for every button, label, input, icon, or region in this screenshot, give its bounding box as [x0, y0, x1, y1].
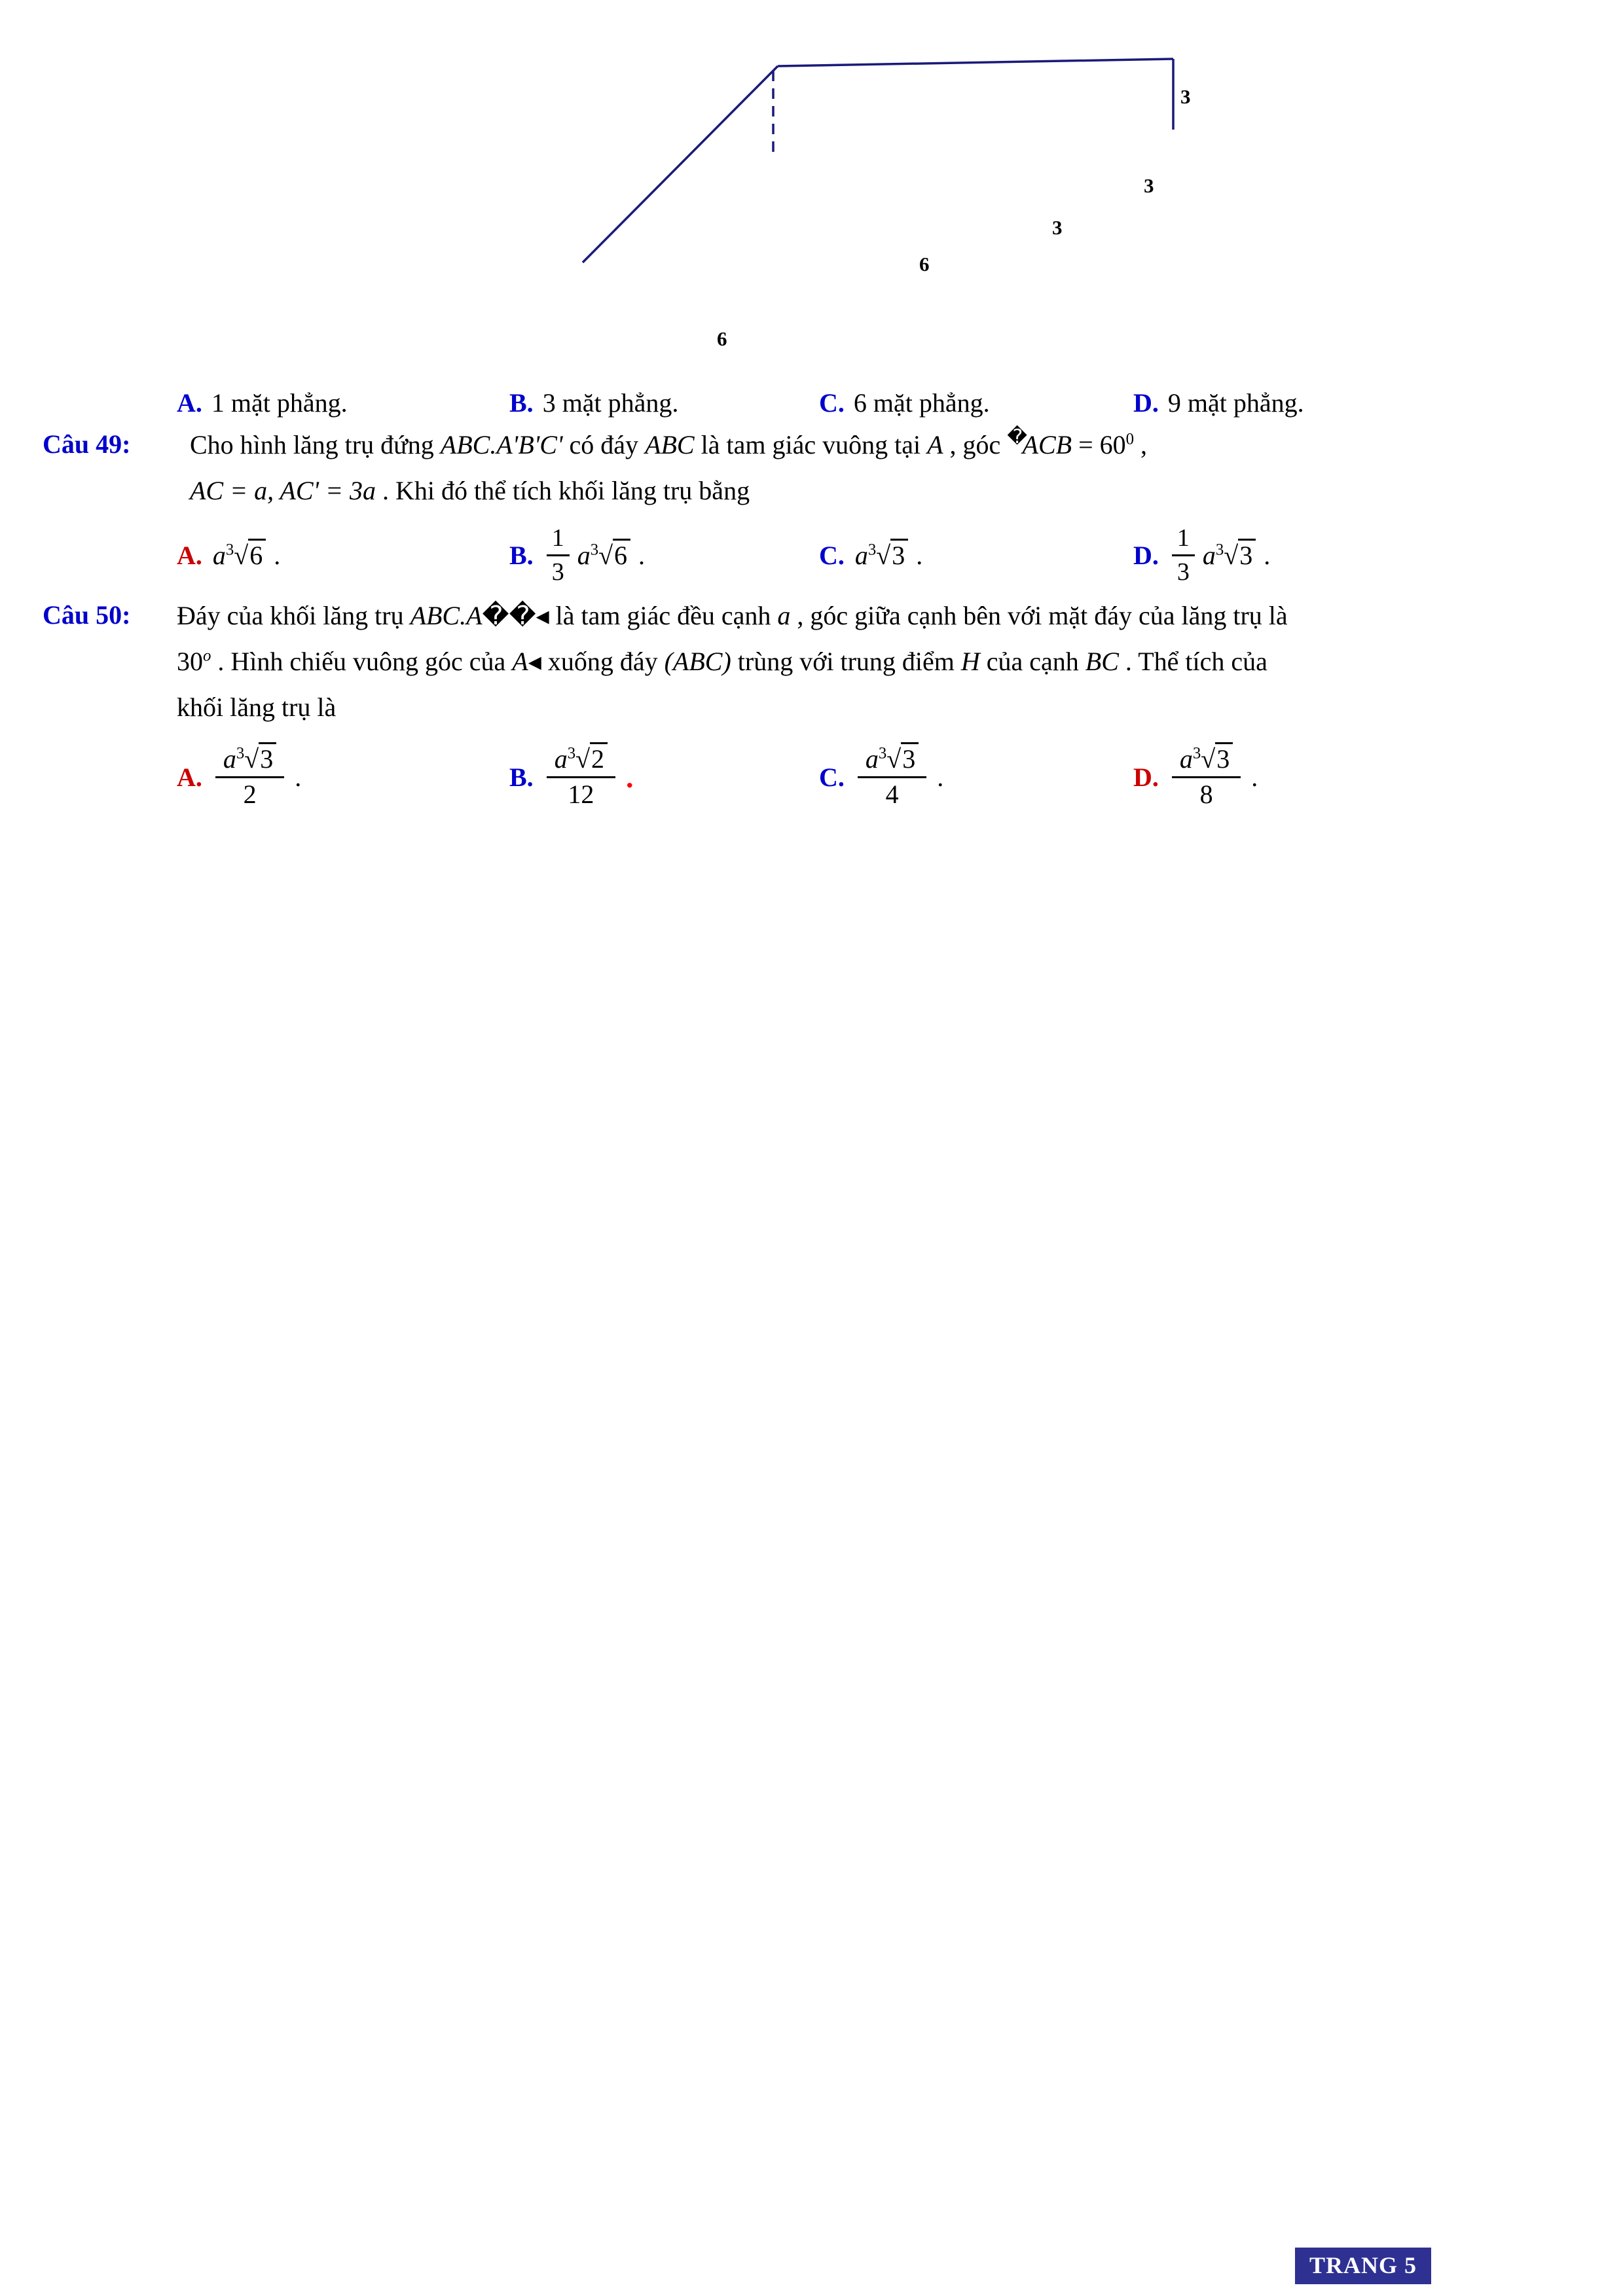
fraction-numerator: [858, 745, 926, 778]
option-period: .: [1251, 762, 1258, 792]
math-expression: [866, 744, 919, 774]
text-segment: là tam giác vuông tại: [694, 430, 928, 459]
fraction-denominator: 8: [1199, 779, 1213, 809]
math-text-segment: (ABC): [664, 647, 731, 676]
math-expression: [223, 744, 276, 774]
text-segment: ��◂: [482, 601, 549, 630]
fraction: [1172, 524, 1195, 586]
question-50-label: Câu 50:: [43, 600, 131, 630]
option-letter: A.: [177, 387, 202, 418]
option-letter: B.: [509, 762, 534, 792]
option-letter: B.: [509, 387, 534, 418]
option-letter: A.: [177, 762, 202, 792]
radical: [876, 539, 908, 570]
radical-sign: √: [234, 540, 249, 570]
math-expression: [1203, 540, 1256, 571]
fraction-numerator: [547, 745, 615, 778]
radicand: 3: [890, 539, 908, 570]
option-period: .: [916, 540, 923, 570]
radical: [575, 742, 608, 774]
text-segment: , góc giữa cạnh bên với mặt đáy của lăng trụ là: [790, 601, 1288, 630]
figure-edge-label: 3: [1052, 216, 1063, 239]
fraction: [547, 745, 615, 810]
math-expression: [855, 540, 908, 571]
fraction: [547, 524, 570, 586]
text-segment: xuống đáy: [541, 647, 665, 676]
radical-sign: √: [575, 744, 591, 774]
q49-options-row: [0, 516, 1623, 594]
math-text-segment: A: [927, 430, 943, 459]
radicand: 3: [259, 742, 276, 774]
option-letter: D.: [1133, 387, 1159, 418]
text-segment: khối lăng trụ là: [177, 692, 337, 722]
radical-sign: √: [1224, 540, 1239, 570]
fraction-numerator: 1: [547, 524, 570, 556]
option-letter: C.: [819, 762, 845, 792]
text-segment: Đáy của khối lăng trụ: [177, 601, 410, 630]
radicand: 3: [1215, 742, 1233, 774]
radical: [886, 742, 919, 774]
option-text: 1 mặt phẳng.: [211, 387, 348, 418]
question-49-line-2: [190, 475, 750, 507]
radical-sign: √: [876, 540, 891, 570]
math-text-segment: BC: [1085, 647, 1119, 676]
option-letter: B.: [509, 540, 534, 570]
radicand: 6: [613, 539, 630, 570]
option-letter: D.: [1133, 762, 1159, 792]
text-segment: . Khi đó thể tích khối lăng trụ bằng: [376, 476, 750, 505]
math-expression: [577, 540, 630, 571]
radical: [234, 539, 266, 570]
math-exponent: 3: [567, 744, 576, 762]
math-variable: a: [865, 744, 879, 774]
radical: [1224, 539, 1256, 570]
option-text: 9 mặt phẳng.: [1167, 387, 1304, 418]
option-text: 3 mặt phẳng.: [542, 387, 679, 418]
text-segment: trùng với trung điểm: [731, 647, 961, 676]
math-expression: [555, 744, 608, 774]
radicand: 2: [590, 742, 608, 774]
answer-option-c: [819, 383, 990, 422]
math-variable: a: [223, 744, 236, 774]
option-letter: D.: [1133, 540, 1159, 570]
fraction-denominator: 4: [885, 779, 899, 809]
superscript-segment: o: [203, 647, 211, 665]
q50-options-row: [0, 728, 1623, 826]
math-text-segment: a: [777, 601, 791, 630]
math-variable: a: [212, 540, 226, 570]
figure-edge-label: 6: [919, 253, 930, 276]
math-exponent: 3: [1215, 541, 1224, 559]
math-exponent: 3: [590, 541, 599, 559]
answer-option-b: [509, 383, 678, 422]
answer-option-a: [177, 728, 301, 826]
math-exponent: 3: [878, 744, 887, 762]
fraction-denominator: 3: [551, 558, 564, 586]
prism-figure: [563, 46, 1257, 386]
page-number-label: TRANG 5: [1309, 2252, 1417, 2278]
fraction: [858, 745, 926, 810]
math-text-segment: ABC: [645, 430, 695, 459]
fraction-numerator: [215, 745, 284, 778]
option-period: .: [274, 540, 281, 570]
text-segment: là tam giác đều cạnh: [549, 601, 778, 630]
math-text-segment: AC = a, AC' = 3a: [190, 476, 376, 505]
answer-option-a: [177, 383, 348, 422]
answer-option-b: [509, 516, 645, 594]
text-segment: Cho hình lăng trụ đứng: [190, 430, 441, 459]
answer-option-d: [1133, 516, 1270, 594]
figure-edge-label: 3: [1144, 174, 1154, 197]
question-50-line-1: [177, 600, 1288, 632]
math-variable: a: [1179, 744, 1193, 774]
text-segment: , góc: [943, 430, 1008, 459]
answer-option-b: [509, 728, 634, 826]
figure-edge-label: 3: [1180, 85, 1191, 108]
option-period: .: [626, 760, 634, 794]
math-text-segment: H: [960, 647, 980, 676]
text-segment: ◂: [528, 647, 541, 676]
text-segment: 30: [177, 647, 203, 676]
fraction: [215, 745, 284, 810]
missing-glyph-artifact: �: [1007, 425, 1028, 448]
option-text: 6 mặt phẳng.: [853, 387, 990, 418]
q48-options-row: [0, 383, 1623, 422]
superscript-segment: 0: [1125, 430, 1135, 448]
question-49-line-1: [190, 425, 1148, 461]
fraction-denominator: 2: [243, 779, 257, 809]
radicand: 3: [901, 742, 919, 774]
math-expression: [1180, 744, 1233, 774]
math-exponent: 3: [867, 541, 877, 559]
math-exponent: 3: [1192, 744, 1201, 762]
math-exponent: 3: [236, 744, 245, 762]
option-period: .: [1264, 540, 1271, 570]
question-50-line-3: [177, 691, 336, 724]
question-50-line-2: [177, 645, 1267, 678]
math-exponent: 3: [225, 541, 234, 559]
answer-option-c: [819, 516, 922, 594]
radical: [1201, 742, 1233, 774]
answer-option-d: [1133, 383, 1304, 422]
math-text-segment: A: [512, 647, 528, 676]
option-period: .: [937, 762, 944, 792]
radical-sign: √: [598, 540, 613, 570]
figure-labels: [563, 46, 1257, 386]
fraction: [1172, 745, 1241, 810]
math-variable: a: [854, 540, 868, 570]
text-segment: . Thể tích của: [1118, 647, 1267, 676]
option-letter: C.: [819, 540, 845, 570]
radical-sign: √: [244, 744, 259, 774]
radical-sign: √: [886, 744, 902, 774]
radicand: 3: [1238, 539, 1256, 570]
math-text-segment: ACB: [1022, 430, 1072, 459]
radical: [598, 539, 630, 570]
answer-option-d: [1133, 728, 1258, 826]
answer-option-a: [177, 516, 280, 594]
math-text-segment: ABC.A'B'C': [440, 430, 563, 459]
math-expression: [213, 540, 266, 571]
question-49-label: Câu 49:: [43, 429, 131, 459]
math-variable: a: [577, 540, 591, 570]
text-segment: ,: [1134, 430, 1148, 459]
math-text-segment: ABC.A: [410, 601, 483, 630]
text-segment: = 60: [1072, 430, 1126, 459]
option-letter: A.: [177, 540, 202, 570]
math-variable: a: [1202, 540, 1216, 570]
fraction-denominator: 3: [1176, 558, 1190, 586]
fraction-numerator: [1172, 745, 1241, 778]
page-footer: [1295, 2248, 1431, 2284]
figure-edge-label: 6: [717, 327, 727, 350]
option-letter: C.: [819, 387, 845, 418]
radical: [244, 742, 276, 774]
math-variable: a: [554, 744, 568, 774]
fraction-denominator: 12: [568, 779, 594, 809]
fraction-numerator: 1: [1172, 524, 1195, 556]
option-period: .: [638, 540, 646, 570]
text-segment: có đáy: [562, 430, 646, 459]
option-period: .: [295, 762, 302, 792]
radical-sign: √: [1201, 744, 1216, 774]
answer-option-c: [819, 728, 943, 826]
text-segment: . Hình chiếu vuông góc của: [211, 647, 513, 676]
text-segment: của cạnh: [979, 647, 1085, 676]
radicand: 6: [248, 539, 266, 570]
